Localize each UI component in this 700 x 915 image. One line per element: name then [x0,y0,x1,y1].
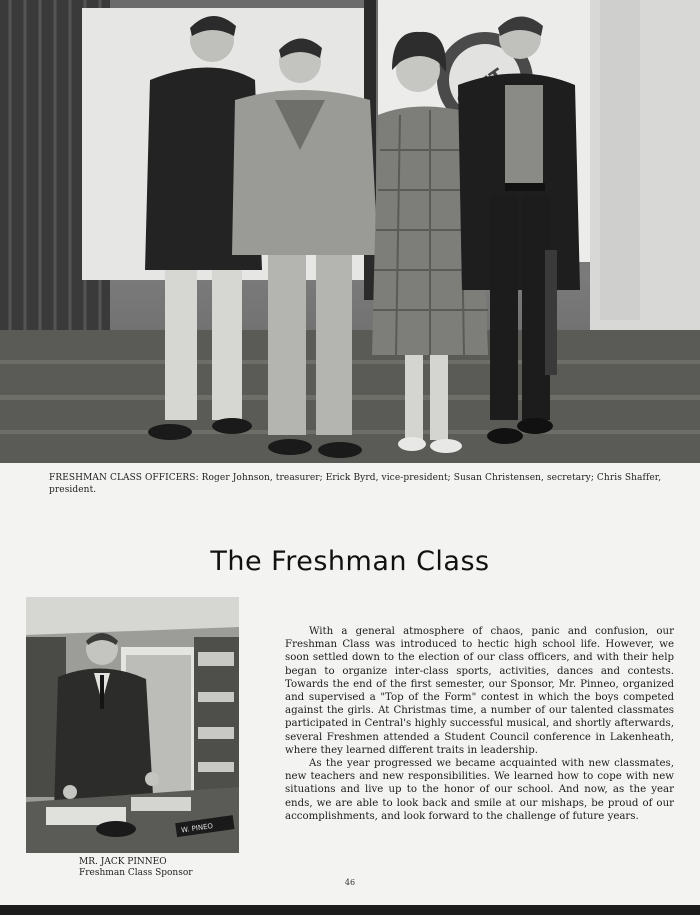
sponsor-photo [26,597,239,853]
page-number: 46 [344,878,356,887]
sponsor-role: Freshman Class Sponsor [79,868,193,878]
sponsor-caption [79,857,279,879]
desk-nameplate: W. PINEO [180,822,214,835]
page-bottom-edge [0,905,700,915]
paragraph: With a general atmosphere of chaos, panic and confusion, our Freshman Class was introduced to hectic high school life. However, we soon settled down to the election of our class officers, and with their help began to organize inter-class sports, activities, dances and contests. Towards the end of the first semester, our Sponsor, Mr. Pinneo, organized and supervised a "Top of the Form" contest in which the boys competed against the girls. At Christmas time, a number of our talented classmates participated in Central's highly successful musical, and shortly afterwards, several Freshmen attended a Student Council conference in Lakenheath, where they learned different traits in leadership. [285,626,674,756]
sponsor-name: MR. JACK PINNEO [79,857,167,867]
officers-caption: FRESHMAN CLASS OFFICERS: Roger Johnson, treasurer; Erick Byrd, vice-president; Susan Christensen, secretary; Chris Shaffer, president. [49,473,662,495]
paragraph: As the year progressed we became acquainted with new classmates, new teachers and new responsibilities. We learned how to cope with new situations and live up to the honor of our school. And now, as the year ends, we are able to look back and smile at our mishaps, be proud of our accomplishments, and look forward to the challenge of future years. [285,758,674,822]
page-title: The Freshman Class [210,546,490,577]
article-body [285,625,674,823]
